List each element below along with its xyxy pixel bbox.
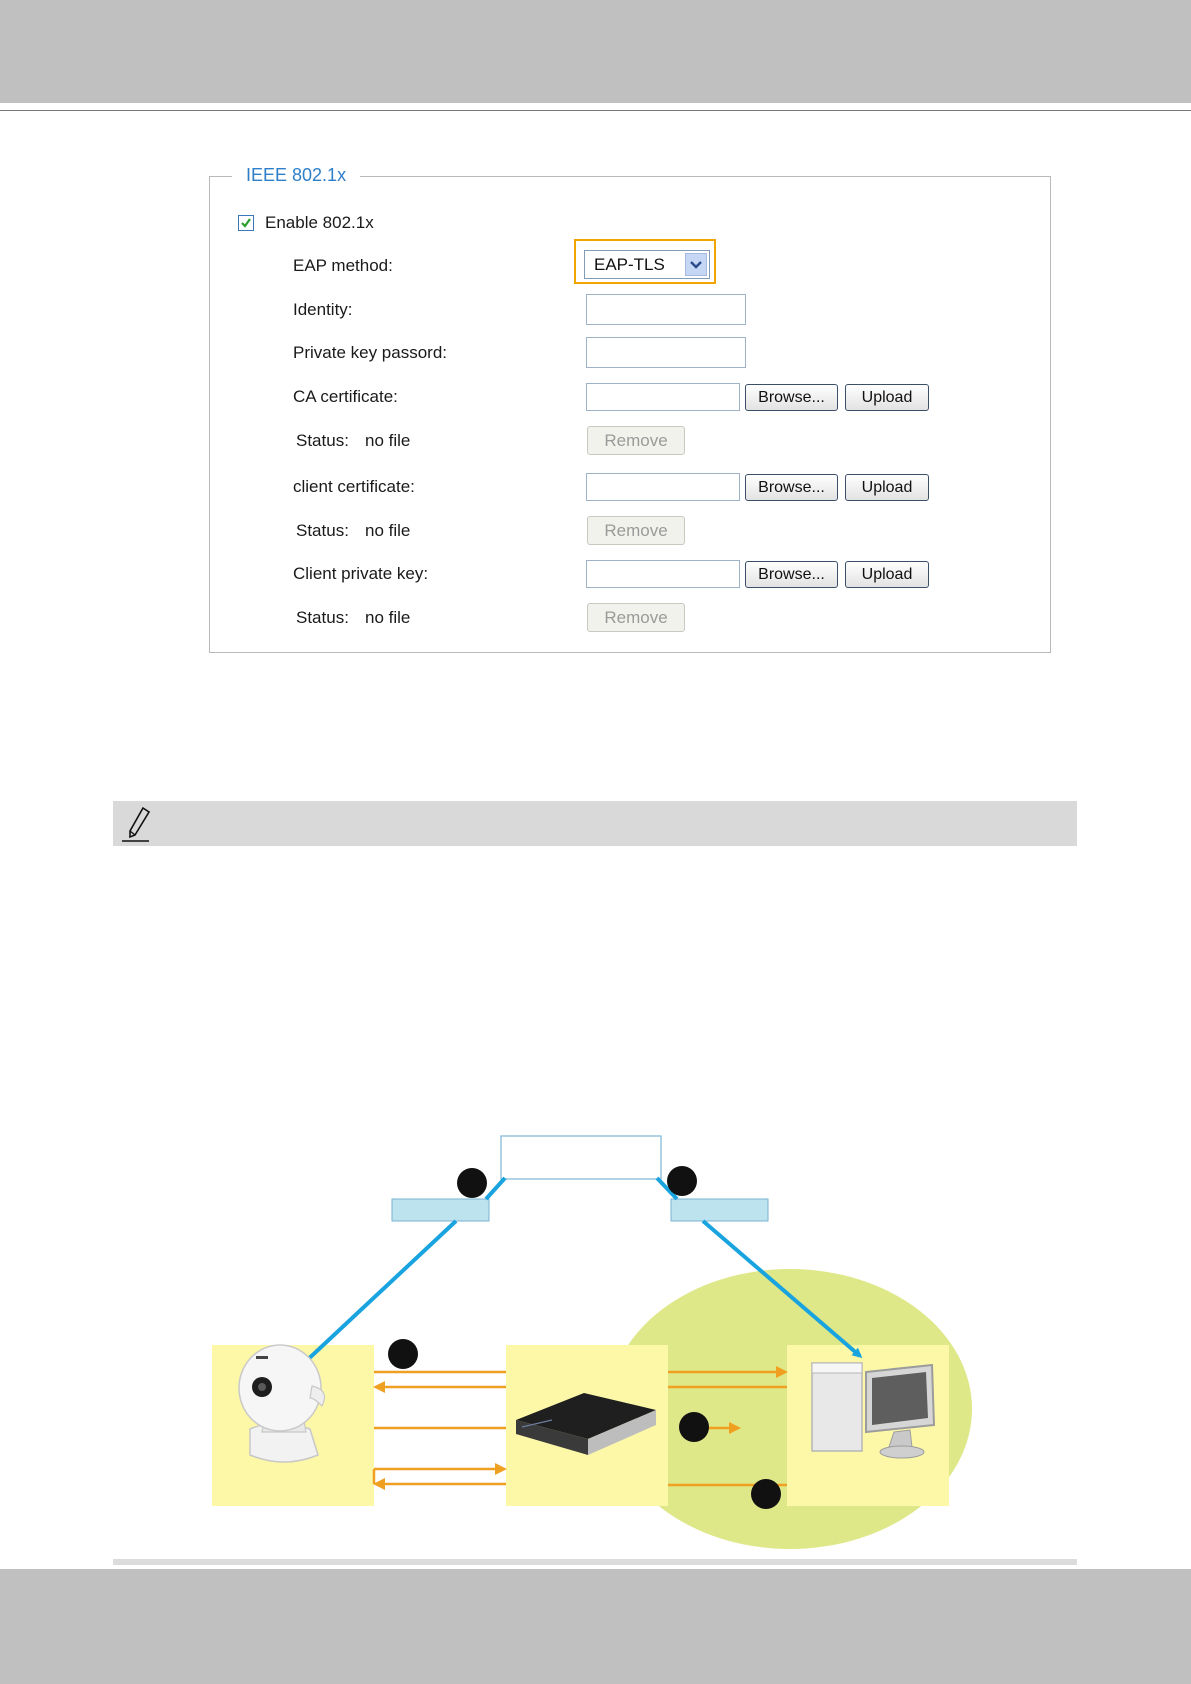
client-key-status-value: no file [365,608,411,627]
ca-status-value: no file [365,431,411,450]
ca-to-camera-connector [486,1178,505,1199]
ca-certificate-label: CA certificate: [293,387,398,406]
fieldset-legend: IEEE 802.1x [232,165,360,186]
ca-status-label: Status: [296,431,349,450]
client-private-key-upload-button[interactable]: Upload [845,561,929,588]
client-certificate-browse-button[interactable]: Browse... [745,474,838,501]
step-marker [667,1166,697,1196]
client-private-key-label: Client private key: [293,564,429,583]
certificate-authority-box [501,1136,661,1179]
footer-band [0,1569,1191,1684]
ca-certificate-browse-button[interactable]: Browse... [745,384,838,411]
client-certificate-label: client certificate: [293,477,415,496]
ca-certificate-remove-button[interactable]: Remove [587,426,685,455]
client-cert-status-value: no file [365,521,411,540]
client-certificate-upload-button[interactable]: Upload [845,474,929,501]
step-marker [679,1412,709,1442]
step-marker [457,1168,487,1198]
identity-label: Identity: [293,300,353,319]
eap-method-label: EAP method: [293,256,393,275]
step-marker [751,1479,781,1509]
client-cert-status-label: Status: [296,521,349,540]
enable-8021x-label: Enable 802.1x [265,213,374,232]
private-key-password-label: Private key passord: [293,343,448,362]
client-certificate-remove-button[interactable]: Remove [587,516,685,545]
server-cert-label-box [671,1199,768,1221]
footer-rule [113,1559,1077,1565]
ca-certificate-upload-button[interactable]: Upload [845,384,929,411]
eap-method-value: EAP-TLS [594,255,665,274]
client-private-key-remove-button[interactable]: Remove [587,603,685,632]
client-key-status-label: Status: [296,608,349,627]
network-camera-icon [239,1345,324,1462]
ca-to-camera-arrow [303,1221,456,1364]
camera-cert-label-box [392,1199,489,1221]
step-marker [388,1339,418,1369]
client-private-key-browse-button[interactable]: Browse... [745,561,838,588]
